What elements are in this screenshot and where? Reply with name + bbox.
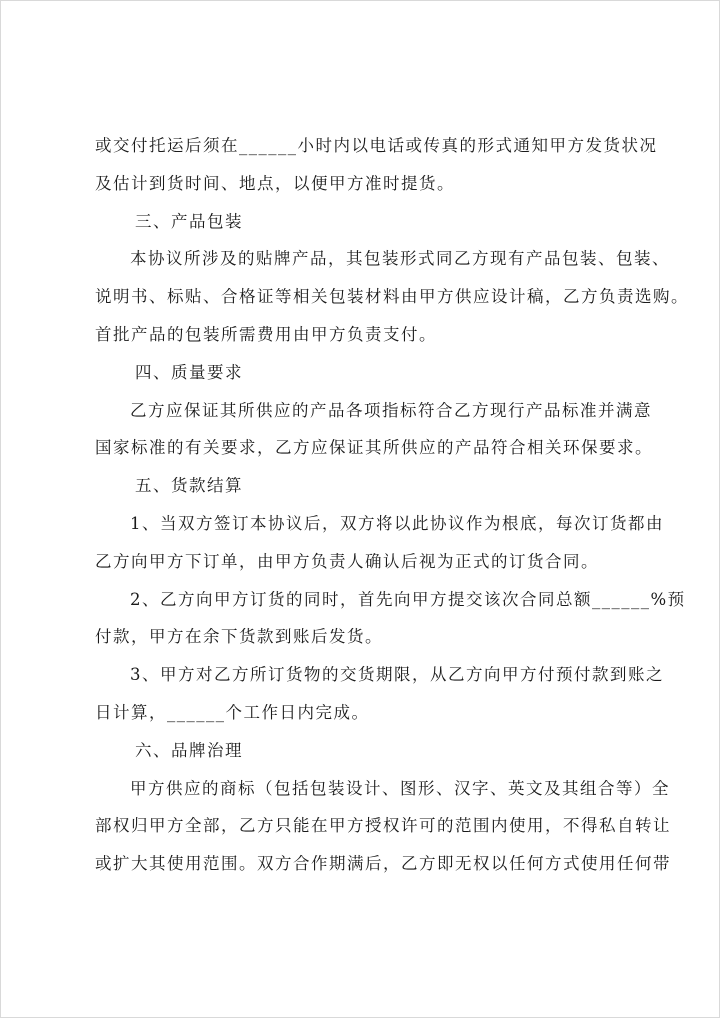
- section-heading-packaging: 三、产品包装: [135, 211, 243, 231]
- body-text-line: 1、当双方签订本协议后，双方将以此协议作为根底，每次订货都由: [130, 513, 664, 533]
- body-text-line: 或扩大其使用范围。双方合作期满后，乙方即无权以任何方式使用任何带: [95, 854, 671, 874]
- body-text-line: 首批产品的包装所需费用由甲方负责支付。: [95, 324, 437, 344]
- section-heading-quality: 四、质量要求: [135, 362, 243, 382]
- body-text-line: 日计算，______个工作日内完成。: [95, 702, 370, 722]
- body-text-line: 国家标准的有关要求，乙方应保证其所供应的产品符合相关环保要求。: [95, 438, 653, 458]
- body-text-line: 付款，甲方在余下货款到账后发货。: [95, 627, 383, 647]
- body-text-line: 3、甲方对乙方所订货物的交货期限，从乙方向甲方付预付款到账之: [130, 665, 664, 685]
- body-text-line: 说明书、标贴、合格证等相关包装材料由甲方供应设计稿，乙方负责选购。: [95, 287, 689, 307]
- body-text-line: 乙方向甲方下订单，由甲方负责人确认后视为正式的订货合同。: [95, 551, 599, 571]
- body-text-line: 及估计到货时间、地点，以便甲方准时提货。: [95, 173, 455, 193]
- section-heading-settlement: 五、货款结算: [135, 476, 243, 496]
- body-text-line: 本协议所涉及的贴牌产品，其包装形式同乙方现有产品包装、包装、: [130, 249, 670, 269]
- body-text-line: 甲方供应的商标（包括包装设计、图形、汉字、英文及其组合等）全: [130, 778, 670, 798]
- body-text-line: 2、乙方向甲方订货的同时，首先向甲方提交该次合同总额______%预: [130, 589, 686, 609]
- document-body: [95, 127, 689, 883]
- body-text-line: 乙方应保证其所供应的产品各项指标符合乙方现行产品标准并满意: [130, 400, 652, 420]
- body-text-line: 或交付托运后须在______小时内以电话或传真的形式通知甲方发货状况: [95, 136, 658, 155]
- body-text-line: 部权归甲方全部，乙方只能在甲方授权许可的范围内使用，不得私自转让: [95, 816, 671, 836]
- section-heading-brand: 六、品牌治理: [135, 740, 243, 760]
